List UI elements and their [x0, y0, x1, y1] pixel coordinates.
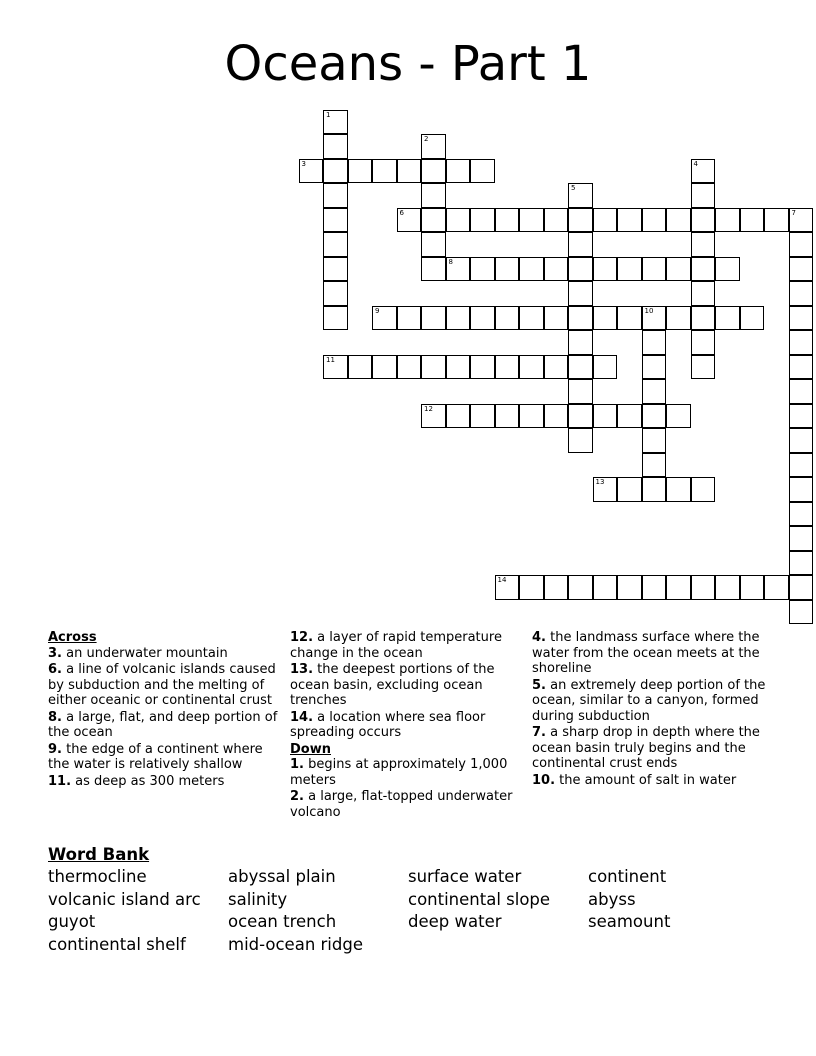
clue-item [290, 789, 526, 820]
crossword-cell[interactable] [519, 355, 544, 380]
crossword-cell[interactable] [789, 575, 814, 600]
crossword-cell[interactable] [519, 257, 544, 282]
clue-number: 6 [399, 208, 404, 217]
crossword-cell[interactable] [323, 257, 348, 282]
clue-number: 8 [448, 257, 453, 266]
clue-item-number: 8. [48, 709, 62, 725]
word-bank-item: volcanic island arc [48, 889, 201, 909]
clue-item-number: 6. [48, 662, 62, 677]
down-heading: Down [290, 741, 331, 757]
crossword-cell[interactable] [740, 575, 765, 600]
crossword-cell[interactable] [323, 306, 348, 331]
crossword-cell[interactable] [568, 428, 593, 453]
crossword-cell[interactable] [617, 208, 642, 233]
clue-item [532, 773, 772, 789]
crossword-cell[interactable] [323, 232, 348, 257]
clue-item-text: a line of volcanic islands caused by subduction and the melting of either oceanic or continental crust [48, 662, 276, 708]
crossword-cell[interactable] [593, 477, 618, 502]
crossword-cell[interactable] [642, 355, 667, 380]
crossword-cell[interactable] [789, 502, 814, 527]
clue-item-number: 11. [48, 773, 72, 789]
crossword-cell[interactable] [421, 257, 446, 282]
crossword-cell[interactable] [715, 257, 740, 282]
down-clues-list [290, 757, 526, 820]
clue-number: 4 [693, 159, 698, 168]
crossword-cell[interactable] [348, 355, 373, 380]
crossword-cell[interactable] [691, 159, 716, 184]
clue-item-text: a large, flat-topped underwater volcano [290, 789, 513, 820]
crossword-cell[interactable] [519, 575, 544, 600]
crossword-cell[interactable] [593, 257, 618, 282]
crossword-cell[interactable] [764, 575, 789, 600]
crossword-cell[interactable] [642, 477, 667, 502]
crossword-cell[interactable] [495, 208, 520, 233]
clue-item [532, 725, 772, 772]
crossword-cell[interactable] [642, 404, 667, 429]
word-bank-item: ocean trench [228, 912, 337, 931]
crossword-cell[interactable] [568, 183, 593, 208]
clue-item-text: the deepest portions of the ocean basin, excluding ocean trenches [290, 662, 495, 708]
crossword-cell[interactable] [593, 355, 618, 380]
clue-item [532, 630, 772, 677]
crossword-cell[interactable] [421, 159, 446, 184]
word-bank-item: deep water [408, 912, 502, 931]
clue-item [48, 662, 284, 709]
crossword-cell[interactable] [495, 575, 520, 600]
crossword-cell[interactable] [691, 208, 716, 233]
crossword-cell[interactable] [789, 355, 814, 380]
crossword-cell[interactable] [617, 257, 642, 282]
clue-item [290, 630, 526, 661]
word-bank-item: continent [588, 867, 667, 886]
clue-item-text: a location where sea floor spreading occurs [290, 709, 486, 740]
crossword-cell[interactable] [789, 600, 814, 625]
crossword-cell[interactable] [593, 404, 618, 429]
crossword-cell[interactable] [789, 404, 814, 429]
crossword-cell[interactable] [642, 330, 667, 355]
word-bank-item: surface water [408, 867, 522, 886]
clue-number: 5 [571, 184, 576, 192]
crossword-cell[interactable] [789, 477, 814, 502]
clue-item-number: 9. [48, 741, 62, 757]
crossword-cell[interactable] [568, 208, 593, 233]
crossword-cell[interactable] [691, 477, 716, 502]
crossword-cell[interactable] [691, 281, 716, 306]
clue-number: 3 [301, 159, 306, 168]
crossword-cell[interactable] [470, 355, 495, 380]
word-bank-item: mid-ocean ridge [228, 934, 363, 954]
word-bank-heading: Word Bank [48, 845, 150, 864]
crossword-cell[interactable] [764, 208, 789, 233]
crossword-cell[interactable] [642, 379, 667, 404]
crossword-cell[interactable] [299, 159, 324, 184]
crossword-cell[interactable] [495, 306, 520, 331]
crossword-cell[interactable] [397, 159, 422, 184]
clue-item-number: 1. [290, 757, 304, 772]
crossword-cell[interactable] [470, 208, 495, 233]
word-bank-item: thermocline [48, 867, 147, 886]
crossword-cell[interactable] [323, 159, 348, 184]
clue-number: 7 [791, 208, 796, 217]
clue-item [290, 662, 526, 709]
crossword-cell[interactable] [323, 355, 348, 380]
crossword-cell[interactable] [789, 306, 814, 331]
crossword-cell[interactable] [789, 453, 814, 478]
clue-number: 13 [595, 478, 605, 486]
crossword-cell[interactable] [617, 404, 642, 429]
crossword-cell[interactable] [789, 208, 814, 233]
across-clues-list-continued [290, 630, 526, 741]
crossword-cell[interactable] [593, 208, 618, 233]
clue-item-text: a sharp drop in depth where the ocean basin truly begins and the continental crust ends [532, 725, 760, 771]
crossword-cell[interactable] [691, 183, 716, 208]
crossword-cell[interactable] [323, 183, 348, 208]
clue-item [290, 710, 526, 741]
crossword-cell[interactable] [593, 306, 618, 331]
crossword-cell[interactable] [617, 306, 642, 331]
crossword-cell[interactable] [495, 404, 520, 429]
clue-item [48, 742, 284, 773]
crossword-cell[interactable] [789, 232, 814, 257]
clue-item [48, 774, 284, 790]
clue-number: 12 [424, 404, 433, 413]
clue-item-number: 13. [290, 662, 314, 677]
crossword-cell[interactable] [666, 257, 691, 282]
crossword-cell[interactable] [421, 232, 446, 257]
crossword-cell[interactable] [568, 306, 593, 331]
word-bank-item: seamount [588, 912, 671, 931]
crossword-cell[interactable] [323, 134, 348, 159]
crossword-cell[interactable] [789, 526, 814, 551]
crossword-cell[interactable] [715, 575, 740, 600]
crossword-cell[interactable] [495, 257, 520, 282]
crossword-cell[interactable] [691, 355, 716, 380]
crossword-cell[interactable] [666, 575, 691, 600]
crossword-cell[interactable] [691, 257, 716, 282]
crossword-cell[interactable] [568, 257, 593, 282]
clue-item-text: an extremely deep portion of the ocean, similar to a canyon, formed during subduction [532, 677, 766, 724]
crossword-cell[interactable] [740, 208, 765, 233]
crossword-cell[interactable] [568, 355, 593, 380]
crossword-cell[interactable] [568, 330, 593, 355]
crossword-cell[interactable] [691, 330, 716, 355]
clue-number: 1 [326, 110, 331, 119]
crossword-cell[interactable] [568, 232, 593, 257]
crossword-cell[interactable] [642, 208, 667, 233]
crossword-cell[interactable] [397, 306, 422, 331]
crossword-cell[interactable] [617, 575, 642, 600]
crossword-cell[interactable] [323, 208, 348, 233]
crossword-cell[interactable] [397, 355, 422, 380]
crossword-cell[interactable] [470, 404, 495, 429]
crossword-cell[interactable] [691, 575, 716, 600]
crossword-cell[interactable] [789, 330, 814, 355]
clue-item-text: the landmass surface where the water from the ocean meets at the shoreline [532, 630, 760, 676]
crossword-cell[interactable] [568, 281, 593, 306]
crossword-cell[interactable] [348, 159, 373, 184]
crossword-cell[interactable] [544, 208, 569, 233]
crossword-cell[interactable] [372, 355, 397, 380]
crossword-cell[interactable] [789, 257, 814, 282]
crossword-cell[interactable] [421, 306, 446, 331]
clue-item-text: a large, flat, and deep portion of the ocean [48, 709, 278, 740]
clue-item-number: 2. [290, 789, 304, 804]
clue-number: 11 [326, 355, 335, 364]
clue-item-text: as deep as 300 meters [71, 773, 225, 789]
crossword-cell[interactable] [421, 355, 446, 380]
crossword-cell[interactable] [544, 404, 569, 429]
clue-column-1 [48, 630, 284, 790]
crossword-cell[interactable] [446, 208, 471, 233]
crossword-cell[interactable] [642, 453, 667, 478]
crossword-cell[interactable] [470, 159, 495, 184]
clue-column-2 [290, 630, 526, 821]
clue-number: 2 [424, 135, 429, 143]
clue-item-number: 14. [290, 709, 314, 725]
crossword-cell[interactable] [666, 404, 691, 429]
crossword-cell[interactable] [789, 428, 814, 453]
crossword-cell[interactable] [642, 306, 667, 331]
clue-item-number: 3. [48, 645, 62, 661]
clue-item-text: the edge of a continent where the water is relatively shallow [48, 741, 263, 772]
crossword-cell[interactable] [642, 257, 667, 282]
clue-item-text: a layer of rapid temperature change in the ocean [290, 630, 502, 661]
crossword-cell[interactable] [642, 575, 667, 600]
crossword-cell[interactable] [323, 281, 348, 306]
crossword-cell[interactable] [666, 208, 691, 233]
crossword-cell[interactable] [421, 134, 446, 159]
crossword-cell[interactable] [323, 110, 348, 135]
crossword-cell[interactable] [642, 428, 667, 453]
crossword-cell[interactable] [519, 208, 544, 233]
clue-item-number: 4. [532, 630, 546, 645]
clue-item-text: an underwater mountain [61, 645, 228, 661]
clue-item-number: 5. [532, 677, 546, 693]
crossword-cell[interactable] [789, 281, 814, 306]
clue-number: 14 [497, 576, 507, 584]
word-bank-item: continental shelf [48, 934, 186, 954]
clue-item [532, 678, 772, 725]
crossword-cell[interactable] [470, 306, 495, 331]
clue-item [290, 757, 526, 788]
clue-item-text: begins at approximately 1,000 meters [290, 757, 508, 788]
crossword-cell[interactable] [617, 477, 642, 502]
crossword-cell[interactable] [715, 208, 740, 233]
crossword-cell[interactable] [715, 306, 740, 331]
clue-item [48, 710, 284, 741]
crossword-cell[interactable] [421, 183, 446, 208]
crossword-cell[interactable] [544, 355, 569, 380]
crossword-cell[interactable] [446, 257, 471, 282]
crossword-cell[interactable] [446, 159, 471, 184]
crossword-cell[interactable] [446, 306, 471, 331]
crossword-cell[interactable] [519, 404, 544, 429]
crossword-cell[interactable] [470, 257, 495, 282]
clue-item-number: 12. [290, 630, 314, 645]
crossword-cell[interactable] [397, 208, 422, 233]
crossword-cell[interactable] [691, 232, 716, 257]
crossword-cell[interactable] [691, 306, 716, 331]
crossword-cell[interactable] [593, 575, 618, 600]
word-bank-item: abyssal plain [228, 867, 336, 886]
word-bank-item: guyot [48, 912, 96, 931]
down-clues-list-continued [532, 630, 772, 788]
crossword-cell[interactable] [446, 355, 471, 380]
word-bank-item: abyss [588, 889, 636, 909]
crossword-cell[interactable] [372, 306, 397, 331]
crossword-cell[interactable] [421, 404, 446, 429]
clue-item-number: 7. [532, 725, 546, 740]
crossword-cell[interactable] [666, 477, 691, 502]
clue-number: 9 [375, 306, 380, 315]
crossword-cell[interactable] [666, 306, 691, 331]
crossword-cell[interactable] [495, 355, 520, 380]
crossword-cell[interactable] [372, 159, 397, 184]
crossword-cell[interactable] [446, 404, 471, 429]
crossword-cell[interactable] [789, 379, 814, 404]
clue-item [48, 646, 284, 662]
crossword-cell[interactable] [544, 306, 569, 331]
clue-number: 10 [644, 306, 654, 315]
clue-item-number: 10. [532, 772, 556, 788]
clue-item-text: the amount of salt in water [555, 772, 737, 788]
clue-column-3 [532, 630, 772, 789]
crossword-cell[interactable] [568, 575, 593, 600]
crossword-cell[interactable] [568, 404, 593, 429]
word-bank-item: continental slope [408, 889, 551, 909]
page-title: Oceans - Part 1 [224, 36, 592, 92]
crossword-cell[interactable] [568, 379, 593, 404]
across-clues-list [48, 646, 284, 790]
crossword-cell[interactable] [519, 306, 544, 331]
crossword-cell[interactable] [421, 208, 446, 233]
word-bank-item: salinity [228, 889, 288, 909]
crossword-cell[interactable] [544, 257, 569, 282]
crossword-cell[interactable] [740, 306, 765, 331]
across-heading: Across [48, 630, 97, 645]
crossword-cell[interactable] [544, 575, 569, 600]
crossword-cell[interactable] [789, 551, 814, 576]
